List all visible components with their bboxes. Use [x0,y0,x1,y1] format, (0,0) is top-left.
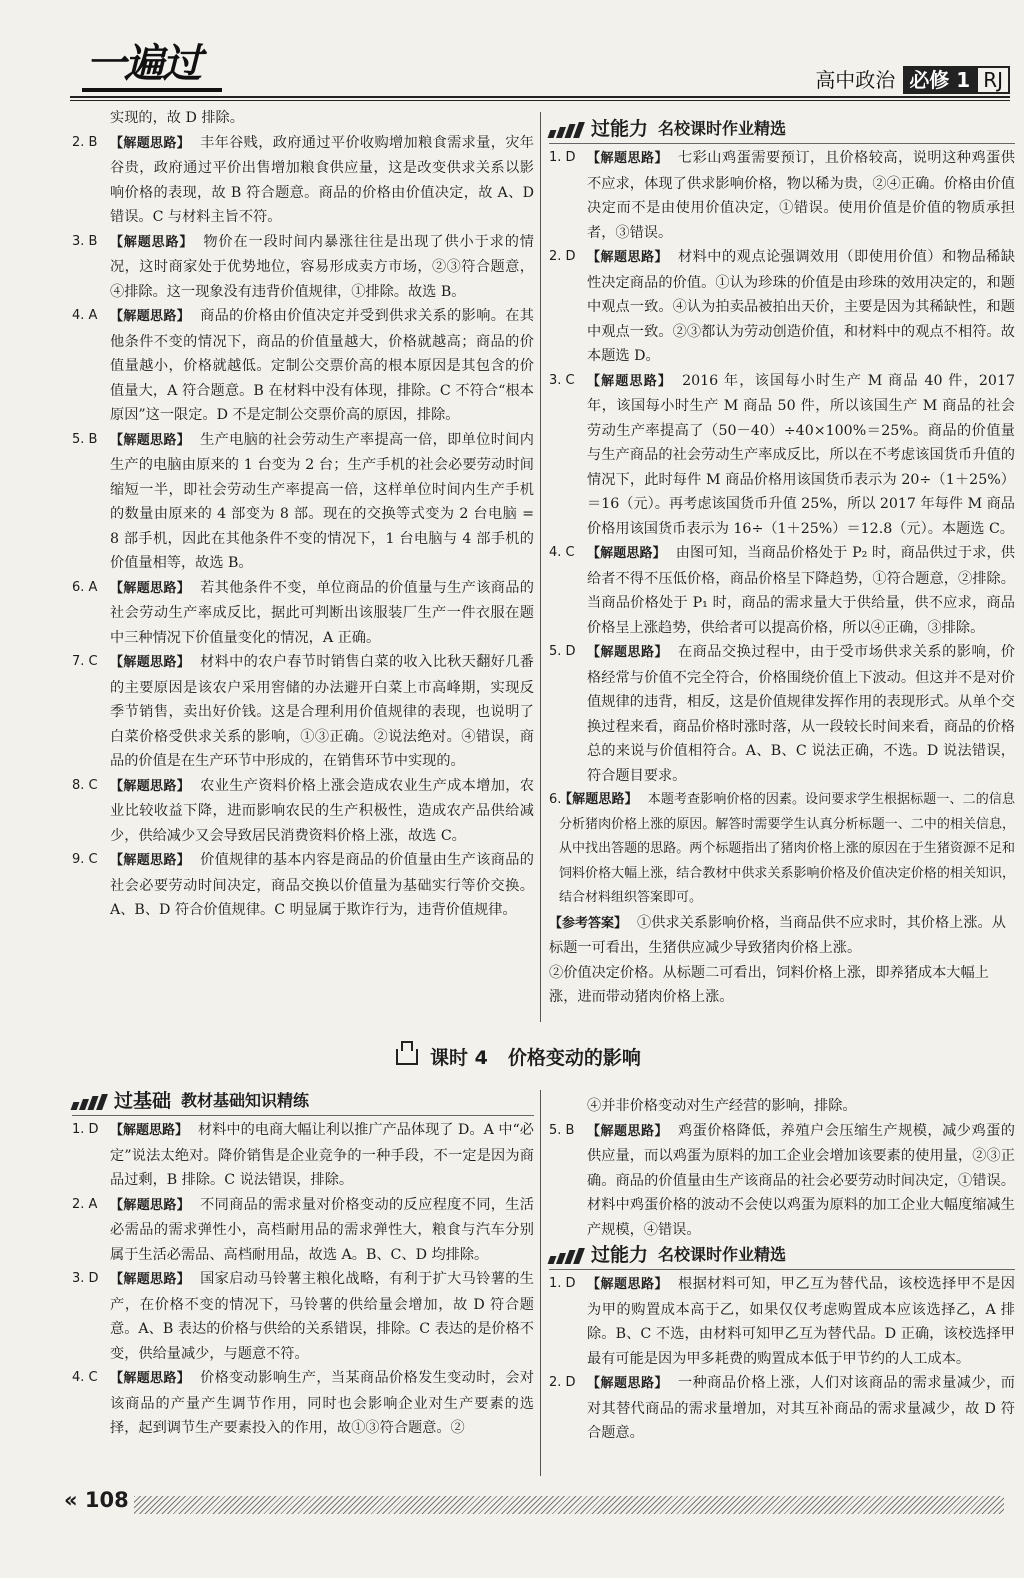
reference-answer-1: ①供求关系影响价格，当商品供不应求时，其价格上涨。从标题一可看出，生猪供应减少导致猪肉价格上涨。 [549,914,1006,956]
answer-text: 根据材料可知，甲乙互为替代品，该校选择甲不是因为甲的购置成本高于乙，如果仅仅考虑购置成本应该选择乙，A 排除。B、C 不选，由材料可知甲乙互为替代品。D 正确，该校选择甲最有可能是因为甲多耗费的购置成本低于甲节约的人工成本。 [587,1276,1015,1367]
right-top-column [549,116,1015,1010]
answer-number: 9. C [72,852,98,867]
analysis-tag: 【解题思路】 [110,655,191,670]
section-subtitle: 名校课时作业精选 [658,1245,787,1265]
analysis-tag: 【解题思路】 [110,1197,191,1213]
analysis-tag: 【解题思路】 [110,432,191,448]
header-rule-thin [70,100,1010,101]
continuation-text: 实现的，故 D 排除。 [110,110,244,126]
continuation-line [72,106,534,131]
answer-number: 5. B [72,431,98,447]
answer-number: 3. B [72,233,98,249]
answer-text: 在商品交换过程中，由于受市场供求关系的影响，价格经常与价值不完全符合，价格围绕价值上下波动。但这并不是对价值规律的违背，相反，这是价值规律发挥作用的表现形式。从单个交换过程来看，商品价格时涨时落，从一段较长时间来看，商品的价格总的来说与价值相符合。A、B、C 说法正确，不选。D 说法错误，符合题目要求。 [587,644,1015,784]
answer-text: 物价在一段时间内暴涨往往是出现了供小于求的情况，这时商家处于优势地位，容易形成卖方市场，②③符合题意，④排除。这一现象没有违背价值规律，①排除。故选 B。 [110,233,534,300]
answer-number: 6. [549,792,562,807]
answer-text: 丰年谷贱，政府通过平价收购增加粮食需求量，灾年谷贵，政府通过平价出售增加粮食供应量，这是改变供求关系以影响价格的表现，故 B 符合题意。商品的价格由价值决定，故 A、D 错误。C 与材料主旨不符。 [110,134,534,225]
answer-item [549,369,1015,542]
analysis-tag: 【解题思路】 [110,234,194,250]
answer-text: 一种商品价格上涨，人们对该商品的需求量减少，而对其替代商品的需求量增加，对其互补商品的需求量减少，故 D 符合题意。 [587,1375,1015,1441]
analysis-tag: 【解题思路】 [110,309,191,324]
answer-number: 5. B [549,1122,575,1138]
analysis-tag: 【解题思路】 [587,373,673,389]
answer-text: 鸡蛋价格降低，养殖户会压缩生产规模，减少鸡蛋的供应量，而以鸡蛋为原料的加工企业会增加该要素的使用量，②③正确。商品的价值量由生产该商品的社会必要劳动时间决定，①错误。材料中鸡蛋价格的波动不会使以鸡蛋为原料的加工企业大幅度缩减生产规模，④错误。 [587,1122,1015,1238]
answer-item-q6 [549,788,1015,911]
answer-text: 不同商品的需求量对价格变动的反应程度不同，生活必需品的需求弹性小，高档耐用品的需求弹性大，粮食与汽车分别属于生活必需品、高档耐用品，故选 A。B、C、D 均排除。 [110,1196,534,1263]
answer-text: 若其他条件不变，单位商品的价值量与生产该商品的社会劳动生产率成反比，据此可判断出该服装厂生产一件衣服在题中三种情况下价值量变化的情况，A 正确。 [110,579,534,646]
analysis-tag: 【解题思路】 [587,645,668,660]
answer-number: 7. C [72,654,98,669]
answer-number: 2. B [72,134,98,150]
lesson-title: 价格变动的影响 [507,1047,641,1069]
continuation-text: ④并非价格变动对生产经营的影响，排除。 [587,1098,857,1114]
section-bars-icon [549,122,583,138]
answer-text: 价值规律的基本内容是商品的价值量由生产该商品的社会必要劳动时间决定，商品交换以价值量为基础实行等价交换。A、B、D 符合价值规律。C 明显属于欺诈行为，违背价值规律。 [110,852,534,918]
answer-item [72,131,534,230]
section-title: 过基础 [114,1090,172,1113]
answer-number: 1. D [549,150,576,165]
left-bottom-column [72,1088,534,1441]
answer-number: 1. D [72,1122,99,1137]
analysis-tag: 【解题思路】 [110,1123,189,1138]
header-module: 必修 1 [903,66,976,94]
lesson-heading [396,1043,641,1070]
analysis-tag: 【解题思路】 [587,1123,668,1139]
page-arrows: « [64,1488,78,1512]
answer-text: 国家启动马铃薯主粮化战略，有利于扩大马铃薯的生产，在价格不变的情况下，马铃薯的供给量会增加，故 D 符合题意。A、B 表达的价格与供给的关系错误，排除。C 表达的是价格不变，供给量减少，与题意不符。 [110,1271,534,1362]
answer-text: 材料中的农户春节时销售白菜的收入比秋天翻好几番的主要原因是该农户采用窖储的办法避开白菜上市高峰期，实现反季节销售，卖出好价钱。这是合理利用价值规律的表现，也说明了白菜价格受供求关系的影响，①③正确。②说法绝对。④错误，商品的价值是在生产环节中形成的，在销售环节中实现的。 [110,654,534,769]
answer-item [72,1267,534,1366]
section-title: 过能力 [591,1244,649,1267]
reference-answer-tag: 【参考答案】 [549,915,628,931]
brand-logo: 一遍过 [86,41,200,87]
lesson-number: 课时 4 [430,1047,488,1069]
answer-text: 材料中的电商大幅让利以推广产品体现了 D。A 中“必定”说法太绝对。降价销售是企业竞争的一种手段，不一定是因为商品过剩，B 排除。C 说法错误，排除。 [110,1122,534,1188]
section-title: 过能力 [591,118,649,141]
section-subtitle: 教材基础知识精练 [181,1091,310,1111]
answer-item [72,576,534,651]
answer-number: 8. C [72,777,98,793]
answer-item [549,146,1015,245]
analysis-tag: 【解题思路】 [110,778,191,794]
analysis-tag: 【解题思路】 [110,580,191,596]
continuation-line [549,1094,1015,1119]
answer-number: 2. D [549,1375,576,1390]
analysis-tag: 【解题思路】 [559,792,638,807]
answer-number: 4. C [549,545,575,560]
page-number-value: 108 [84,1488,129,1512]
answer-number: 2. D [549,249,576,264]
section-header-ability [549,116,1015,144]
answer-item [72,650,534,774]
answer-text: 由图可知，当商品价格处于 P₂ 时，商品供过于求，供给者不得不压低价格，商品价格呈下降趋势，①符合题意，②排除。当商品价格处于 P₁ 时，商品的需求量大于供给量，供不应求，商品价格呈上涨趋势，供给者可以提高价格，所以④正确，③排除。 [587,545,1015,636]
footer-hatch [134,1496,1004,1514]
left-top-column [72,106,534,923]
answer-number: 4. C [72,1370,98,1385]
section-header-ability-2 [549,1242,1015,1270]
answer-text: 2016 年，该国每小时生产 M 商品 40 件，2017 年，该国每小时生产 M 商品 50 件，所以该国生产 M 商品的社会劳动生产率提高了（50－40）÷40×100%＝25%。商品的价值量与生产商品的社会劳动生产率成反比，所以在不考虑该国货币升值的情况下，此时每件 M 商品价格用该国货币表示为 20÷（1＋25%）＝16（元）。再考虑该国货币升值 25%，所以 2017 年每件 M 商品价格用该国货币表示为 16÷（1＋25%）＝12.8（元）。本题选 C。 [587,372,1015,537]
reference-answer-2: ②价值决定价格。从标题二可看出，饲料价格上涨，即养猪成本大幅上涨，进而带动猪肉价格上涨。 [549,964,989,1005]
answer-item [72,1366,534,1441]
analysis-tag: 【解题思路】 [110,1371,191,1386]
answer-number: 4. A [72,308,98,323]
answer-number: 3. C [549,372,575,388]
answer-text: 商品的价格由价值决定并受到供求关系的影响。在其他条件不变的情况下，商品的价值量越大，价格就越高；商品的价值量越小，价格就越低。定制公交票价高的根本原因是其包含的价值量大，A 符合题意。B 在材料中没有体现，排除。C 不符合“根本原因”这一限定。D 不是定制公交票价高的原因，排除。 [110,308,534,423]
answer-item [72,230,534,305]
answer-text: 材料中的观点论强调效用（即使用价值）和物品稀缺性决定商品的价值。①认为珍珠的价值是由珍珠的效用决定的，和题中观点一致。④认为拍卖品被拍出天价，主要是因为其稀缺性，和题中观点一致。②③都认为劳动创造价值，和材料中的观点不相符。故本题选 D。 [587,249,1015,364]
analysis-tag: 【解题思路】 [587,1277,668,1292]
answer-number: 6. A [72,579,98,595]
right-bottom-column [549,1094,1015,1446]
lesson-icon [396,1049,418,1065]
answer-text: 本题考查影响价格的因素。设问要求学生根据标题一、二的信息分析猪肉价格上涨的原因。解答时需要学生认真分析标题一、二中的相关信息，从中找出答题的思路。两个标题指出了猪肉价格上涨的原因在于生猪资源不足和饲料价格大幅上涨，结合教材中供求关系影响价格及价值决定价格的相关知识，结合材料组织答案即可。 [559,792,1015,905]
header-edition: RJ [976,66,1010,94]
answer-item [72,774,534,849]
answer-number: 1. D [549,1276,576,1291]
answer-item [549,541,1015,640]
answer-item [72,1193,534,1268]
answer-text: 生产电脑的社会劳动生产率提高一倍，即单位时间内生产的电脑由原来的 1 台变为 2 台；生产手机的社会必要劳动时间缩短一半，即社会劳动生产率提高一倍，这样单位时间内生产手机的数量由原来的 4 部变为 8 部。现在的交换等式变为 2 台电脑 = 8 部手机，因此在其他条件不变的情况下，1 台电脑与 4 部手机的价值量相等，故选 B。 [110,431,534,571]
section-bars-icon [549,1248,583,1264]
column-divider-bottom [540,1090,541,1476]
answer-item [549,640,1015,788]
answer-item [549,245,1015,369]
page-number [64,1488,129,1512]
answer-item [72,428,534,576]
answer-number: 2. A [72,1196,98,1212]
answer-text: 农业生产资料价格上涨会造成农业生产成本增加，农业比较收益下降，进而影响农民的生产积极性，造成农产品供给减少，供给减少又会导致居民消费资料价格上涨，故选 C。 [110,777,534,844]
analysis-tag: 【解题思路】 [587,250,668,265]
header-subject: 高中政治 [815,68,896,92]
section-subtitle: 名校课时作业精选 [658,119,787,139]
answer-number: 3. D [72,1271,99,1286]
section-header-basics [72,1088,534,1116]
answer-item [72,1118,534,1193]
analysis-tag: 【解题思路】 [587,546,666,561]
answer-item [549,1371,1015,1446]
answer-text: 七彩山鸡蛋需要预订，且价格较高，说明这种鸡蛋供不应求，体现了供求影响价格，物以稀为贵，②④正确。价格由价值决定而不是由使用价值决定，①错误。使用价值是价值的物质承担者，③错误。 [587,150,1015,241]
brand-underline [82,88,222,92]
header-rule [70,96,1010,98]
analysis-tag: 【解题思路】 [110,1272,191,1287]
analysis-tag: 【解题思路】 [587,1376,668,1391]
analysis-tag: 【解题思路】 [110,853,191,868]
header-subject-box [807,66,1010,94]
answer-number: 5. D [549,644,576,659]
analysis-tag: 【解题思路】 [587,151,668,166]
answer-item [549,1119,1015,1243]
analysis-tag: 【解题思路】 [110,135,191,151]
answer-item [549,1272,1015,1371]
answer-item [72,304,534,428]
column-divider-top [540,112,541,1022]
answer-item [72,848,534,923]
reference-answer [549,911,1015,961]
section-bars-icon [72,1094,106,1110]
answer-text: 价格变动影响生产，当某商品价格发生变动时，会对该商品的产量产生调节作用，同时也会影响企业对生产要素的选择，起到调节生产要素投入的作用，故①③符合题意。② [110,1370,534,1436]
